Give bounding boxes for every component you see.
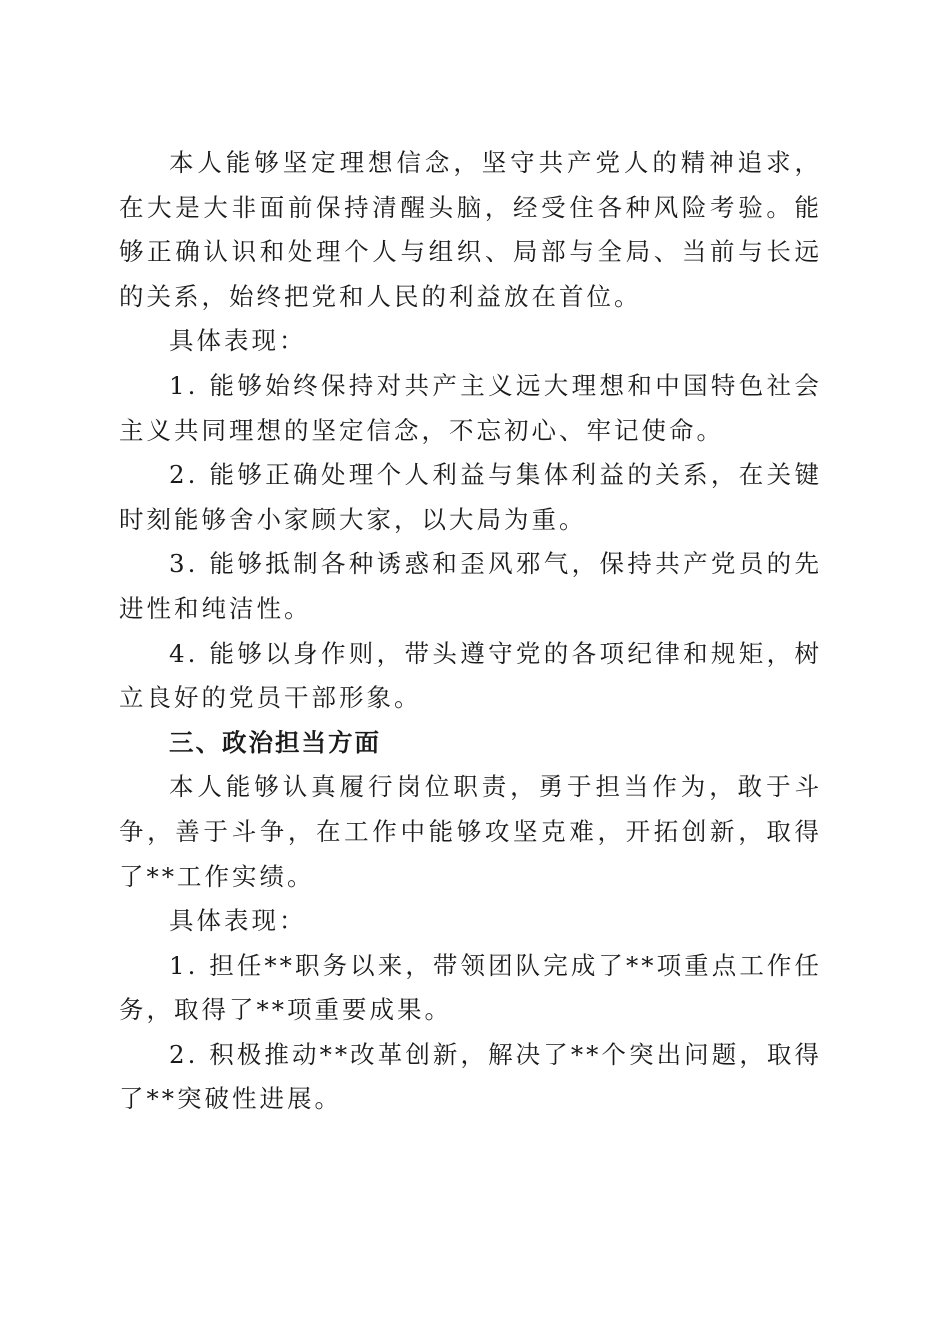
paragraph-section-item-1: 1. 担任**职务以来，带领团队完成了**项重点工作任务，取得了**项重要成果。 (119, 950, 822, 1025)
paragraph-item-2: 2. 能够正确处理个人利益与集体利益的关系，在关键时刻能够舍小家顾大家，以大局为重。 (119, 460, 822, 534)
paragraph-section-item-2: 2. 积极推动**改革创新，解决了**个突出问题，取得了**突破性进展。 (119, 1039, 822, 1114)
paragraph-section-intro: 本人能够认真履行岗位职责，勇于担当作为，敢于斗争，善于斗争，在工作中能够攻坚克难，开拓创新，取得了**工作实绩。 (119, 772, 822, 891)
paragraph-specific-label-2: 具体表现： (169, 906, 307, 936)
paragraph-intro: 本人能够坚定理想信念，坚守共产党人的精神追求，在大是大非面前保持清醒头脑，经受住各种风险考验。能够正确认识和处理个人与组织、局部与全局、当前与长远的关系，始终把党和人民的利益放在首位。 (119, 148, 822, 311)
paragraph-specific-label: 具体表现： (169, 326, 307, 356)
paragraph-item-3: 3. 能够抵制各种诱惑和歪风邪气，保持共产党员的先进性和纯洁性。 (119, 549, 822, 623)
paragraph-item-1: 1. 能够始终保持对共产主义远大理想和中国特色社会主义共同理想的坚定信念，不忘初心、牢记使命。 (119, 370, 822, 445)
section-heading: 三、政治担当方面 (169, 727, 381, 757)
document-body (119, 141, 822, 1122)
paragraph-item-4: 4. 能够以身作则，带头遵守党的各项纪律和规矩，树立良好的党员干部形象。 (119, 638, 822, 713)
